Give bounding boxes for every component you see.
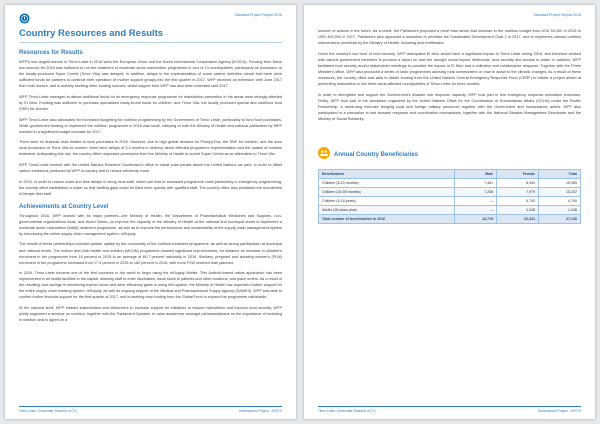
table-header-row — [319, 169, 581, 178]
col-total: Total — [539, 169, 581, 178]
cell-female: 4,700 — [497, 196, 539, 205]
page-header-text: Standard Project Report 2016 — [533, 13, 581, 17]
table-row — [319, 187, 581, 196]
page-right — [304, 5, 595, 419]
paragraph: number of actions in the future. As a result, the Parliament proposed a more than seven-fold increase in the nutrition budget from USD 54,000 in 2016 to USD 400,000 in 2017. Parliament also approved a resolution to prioritise the Sustainable Development Goal 2 in 2017, and to implement various nutrition interventions prioritised by the Ministry of Health, including food fortification. — [318, 29, 581, 46]
paragraph: WFP Timor-Leste managed to attract additional funds for its emergency response programme for malnutrition prevention in the areas most strongly affected by El Nino. Funding was sufficient to purchase specialised ready-to-eat foods for children, and Timor Vita, the locally produced special and nutritious food (SNF) for women. — [19, 94, 282, 111]
cell-male: — — [455, 196, 497, 205]
paragraph: At the national level, WFP lobbied stakeholders and influencers to increase support for initiatives to reduce malnutrition and improve food security. WFP jointly organized a seminar on nutrition, together with the Parliament Speaker, to raise awareness amongst parliamentarians on the importance of investing in nutrition and to agree on a — [19, 306, 282, 323]
cell-female: 8,494 — [497, 178, 539, 187]
page-title: Country Resources and Results — [19, 28, 282, 43]
page-header — [318, 13, 581, 25]
paragraph: WFP's two largest donors in Timor-Leste in 2016 were the European Union and the Korea International Cooperation Agency (KOICA). Funding from these two sources for 2016 was sufficient to run the treatment of moderate acute malnutrition programme in four of 13 municipalities, particularly as production of the locally produced Super Cereal (Timor Vita) was delayed. In addition, delays in the implementation of some partner activities meant that there were sufficient funds for partners to continue their operation of mother support groups into the first quarter in 2017. WFP received an extension until June 2017 from both donors, and is actively seeking other funding sources, whilst support from WFP has also been extended until 2017. — [19, 60, 282, 89]
page-header-text: Standard Project Report 2016 — [234, 13, 282, 17]
paragraph: WFP Timor-Leste worked with the United Nations Resident Coordinator's office to install solar panels above the United Nations car park, in order to offset carbon emissions produced by WFP in-country and to reduce electricity costs. — [19, 162, 282, 173]
beneficiaries-section-header — [318, 146, 581, 164]
beneficiaries-people-icon — [318, 146, 330, 164]
footer-right: Development Project - 200770 — [238, 409, 282, 413]
footer-left: Timor-Leste, Democratic Republic of (TL) — [318, 409, 377, 413]
table-total-row — [319, 214, 581, 223]
paragraph: In 2016, in order to reduce costs and time delays in hiring local staff, which can lead to increased programme costs particularly in emergency programming, the country office established a roster so that staffing gaps could be filled more quickly with qualified staff. The country office also prioritised the recruitment of female field staff. — [19, 179, 282, 196]
paragraph: WFP Timor-Leste also advocated for increased budgeting for nutrition programming by the Government of Timor-Leste, particularly to fund food purchases. While government funding to implement the nutrition programme in 2016 was small, lobbying of both the Ministry of Health and national parliament by WFP resulted in a significant budget increase for 2017. — [19, 117, 282, 134]
cell-female: 1,248 — [497, 205, 539, 214]
cell-female: 22,421 — [497, 214, 539, 223]
table-row — [319, 178, 581, 187]
cell-male: 7,258 — [455, 187, 497, 196]
cell-label: Total number of beneficiaries in 2016 — [319, 214, 455, 223]
paragraph: There were no financial risks related to food purchases in 2016. However, due to high global demand for Plumpy'Doz, the SNF for children, and the slow local production of Timor Vita for women, there were delays of 3-4 months in delivery, which affected programme implementation and the uptake of nutrition treatment. Anticipating this risk, the country office requested permission from the Ministry of Health to import Super Cereal as an alternative to Timor Vita. — [19, 140, 282, 157]
cell-total: 15,237 — [539, 187, 581, 196]
cell-female: 7,979 — [497, 187, 539, 196]
paragraph: The results of these partnerships included greater uptake by the community of the nutrition treatment programme, as well as strong participation at municipal and national levels. The mother and child health and nutrition (MCHN) programme showed significant improvements, for instance an increase in children's enrolment in the programme from 16 percent in 2015 to an average of 60.7 percent nationally in 2016. Similarly, pregnant and lactating women's (PLW) enrolment in the programme increased from 17.4 percent in 2015 to 162 percent in 2016, with more PLW reached than planned. — [19, 242, 282, 265]
footer-right: Development Project - 200770 — [537, 409, 581, 413]
cell-total: 15,955 — [539, 178, 581, 187]
page-footer — [19, 406, 282, 413]
paragraph: Given the country's low level of food security, WFP anticipated El Nino would have a significant impact in Timor-Leste during 2016, and therefore worked with various government ministries to produce a report on how the drought would impact livelihoods, food security and access to water. In addition, WFP facilitated food security and/or stakeholder meetings to consider the impact of El Nino and a collective and collaborative response. Together with the Prime Minister's office, WFP also produced a series of radio programmes advising rural communities on how to adapt to the climatic changes. As a result of these measures, the country office was able to obtain funding from the United Nations Central Emergency Response Fund (CERF) to initiate a project aimed at preventing malnutrition in the three worst-affected municipalities of Timor-Leste for three months. — [318, 51, 581, 86]
col-beneficiaries: Beneficiaries — [319, 169, 455, 178]
cell-male: 14,719 — [455, 214, 497, 223]
beneficiaries-table — [318, 169, 581, 224]
cell-male: 7,461 — [455, 178, 497, 187]
page-header — [19, 13, 282, 25]
section-heading-achievements: Achievements at Country Level — [19, 203, 109, 210]
table-row — [319, 196, 581, 205]
cell-total: 1,248 — [539, 205, 581, 214]
table-row — [319, 205, 581, 214]
beneficiaries-heading: Annual Country Beneficiaries — [334, 151, 419, 158]
cell-label: Children (6-23 months) — [319, 178, 455, 187]
page-footer — [318, 406, 581, 413]
wfp-logo — [19, 13, 30, 24]
cell-total: 37,140 — [539, 214, 581, 223]
cell-male: — — [455, 205, 497, 214]
section-heading-resources: Resources for Results — [19, 50, 83, 56]
col-male: Male — [455, 169, 497, 178]
cell-label: Children (24-59 months) — [319, 187, 455, 196]
col-female: Female — [497, 169, 539, 178]
footer-left: Timor-Leste, Democratic Republic of (TL) — [19, 409, 78, 413]
cell-total: 4,700 — [539, 196, 581, 205]
paragraph: Throughout 2016, WFP worked with its major partners—the Ministry of Health, the Department of Pharmaceutical Medicines and Supplies, non-governmental organizations Alola, and World Vision—to improve the capacity of the Ministry of Health at the national and municipal levels to implement a moderate acute malnutrition (MAM) treatment programme, as well as to improve the performance and sustainability of the supply chain management system by introducing the online supply chain management system, mSupply. — [19, 213, 282, 236]
paragraph: In order to strengthen and support the Government's disaster risk response capacity, WFP took part in two emergency response simulation exercises. Firstly, WFP took part in the simulation organized by the United Nations Office for the Coordination of Humanitarian Affairs (OCHA) under the Pacific Partnership, a week-long exercise bringing local and foreign military personnel together with the Government and humanitarian actors. WFP also participated in a simulation to test tsunami response and coordination mechanisms, together with the National Disaster Management Directorate and the Ministry of Social Solidarity. — [318, 92, 581, 121]
page-left — [5, 5, 296, 419]
paragraph: In 2016, Timor-Leste became one of the first countries in the world to begin using the mSupply Mobile. This Android-based native application has been implemented in all health facilities in the capital, allowing staff to enter stocktakes, issue stock to patients and other locations, and place orders. As a result of the resulting cost savings in minimising expired stock and other efficiency gains in using this system, the Ministry of Health has requested further support for the entire supply chain tracking system, mSupply, as well as ongoing support of the Medical and Pharmaceutical Supply Agency (SAMES). WFP was able to confirm further financial support for the first quarter of 2017, and is seeking new funding from the Global Fund to expand the programme nationwide. — [19, 271, 282, 300]
cell-label: Adults (18 years plus) — [319, 205, 455, 214]
cell-label: Children (5-18 years) — [319, 196, 455, 205]
